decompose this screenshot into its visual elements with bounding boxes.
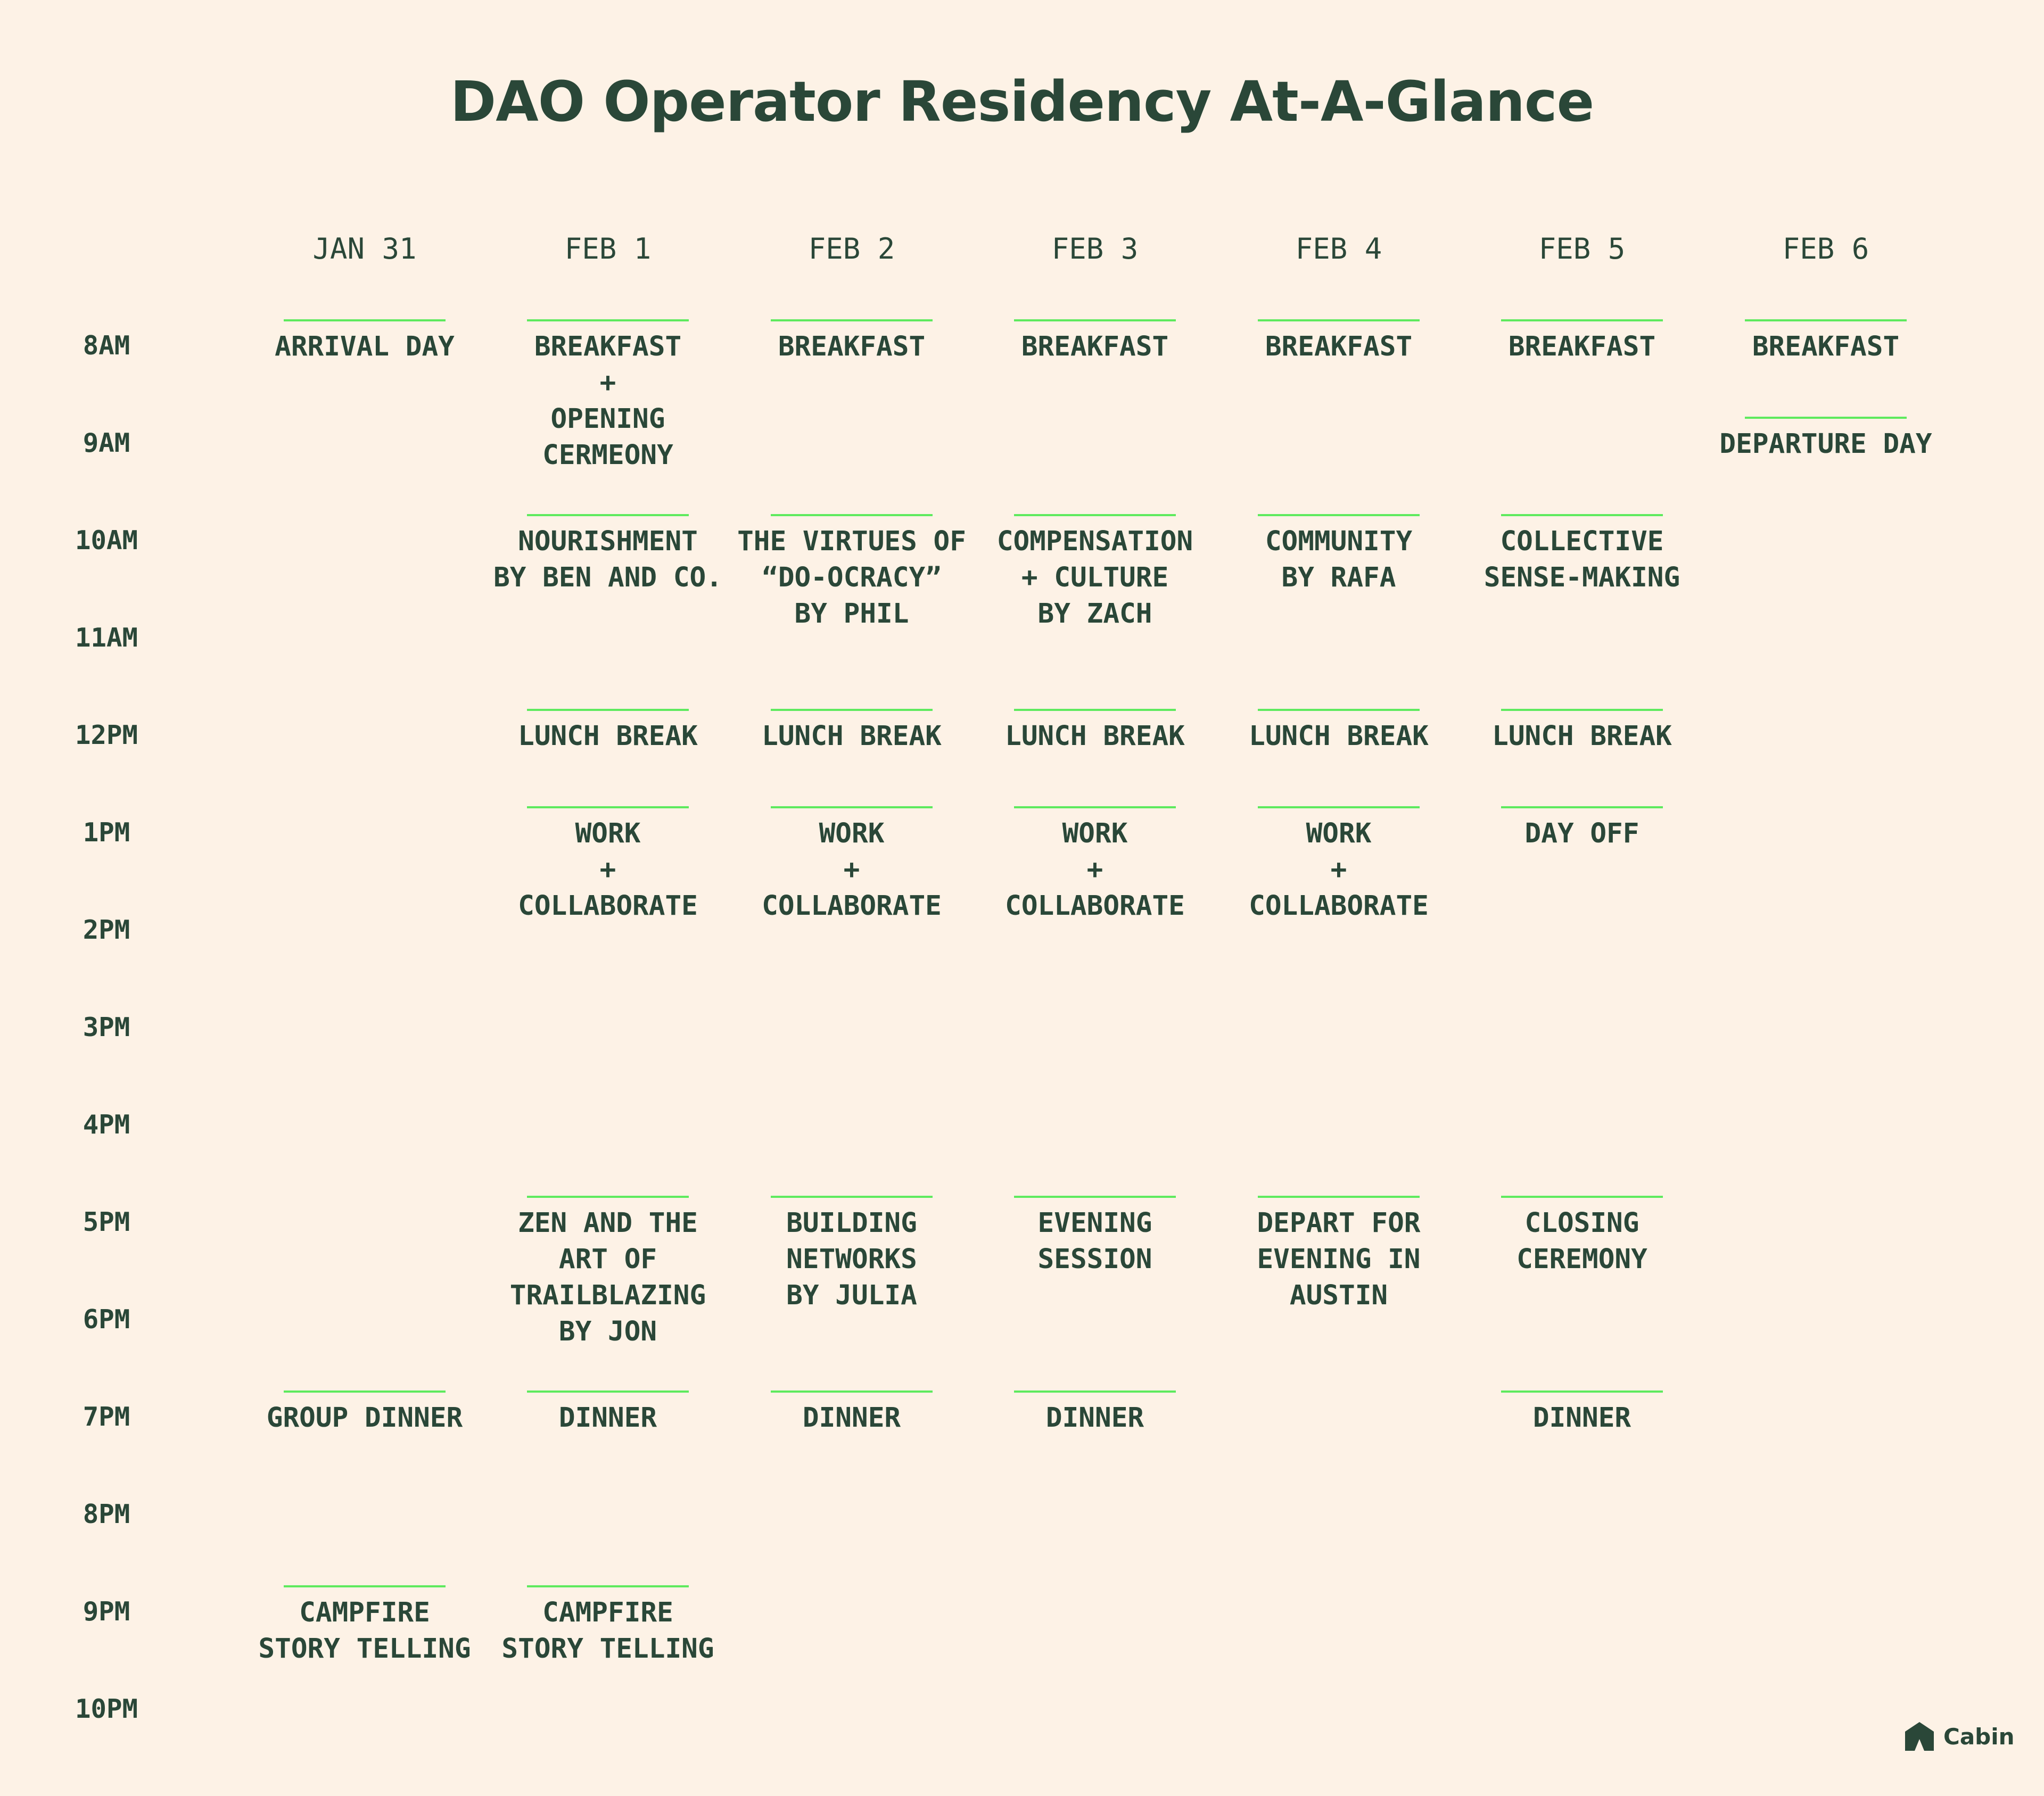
time-label: 9PM [83,1596,130,1627]
event-label: BREAKFAST [1021,331,1169,362]
time-label: 5PM [83,1207,130,1237]
event-label: DEPARTURE DAY [1719,428,1932,460]
schedule-event [1465,1200,1699,1278]
schedule-event [1465,713,1699,755]
schedule-event [491,1395,725,1436]
day-header: FEB 1 [564,232,652,266]
event-divider [284,1391,446,1393]
event-label: COLLECTIVE SENSE-MAKING [1483,526,1680,593]
schedule-event [491,810,725,924]
time-label: 8PM [83,1499,130,1529]
event-divider [1014,1196,1176,1198]
event-label: CAMPFIRE STORY TELLING [258,1597,471,1665]
schedule-event [248,324,482,365]
time-label: 12PM [75,720,138,750]
event-divider [771,319,933,321]
event-label: BREAKFAST [1752,331,1900,362]
time-label: 3PM [83,1012,130,1042]
schedule-event [735,1395,969,1436]
event-label: DINNER [558,1402,657,1434]
event-label: COMMUNITY BY RAFA [1265,526,1413,593]
schedule-event [735,713,969,755]
schedule-event [1222,518,1456,596]
event-label: DINNER [1532,1402,1631,1434]
time-label: 6PM [83,1304,130,1335]
event-divider [1014,319,1176,321]
event-label: CAMPFIRE STORY TELLING [501,1597,714,1665]
time-label: 10AM [75,525,138,556]
event-divider [527,1585,689,1587]
event-divider [527,806,689,808]
event-label: BREAKFAST + OPENING CERMEONY [534,331,682,471]
event-divider [1501,709,1663,711]
schedule-event [978,518,1212,632]
event-divider [1014,1391,1176,1393]
schedule-event [1465,1395,1699,1436]
event-divider [527,709,689,711]
event-divider [284,319,446,321]
event-divider [527,1391,689,1393]
schedule-event [1222,324,1456,365]
schedule-event [248,1395,482,1436]
event-divider [1014,709,1176,711]
day-header: FEB 2 [808,232,895,266]
schedule-event [491,1590,725,1667]
day-header: FEB 5 [1538,232,1626,266]
time-label: 2PM [83,915,130,945]
time-label: 7PM [83,1402,130,1432]
day-header: JAN 31 [312,232,417,266]
time-label: 11AM [75,623,138,653]
event-divider [771,1196,933,1198]
event-divider [1258,319,1420,321]
schedule-event [735,1200,969,1314]
event-label: GROUP DINNER [266,1402,463,1434]
event-label: LUNCH BREAK [518,721,698,752]
schedule-event [1465,810,1699,852]
event-label: CLOSING CEREMONY [1516,1207,1647,1275]
schedule-event [491,713,725,755]
event-divider [771,1391,933,1393]
event-divider [1501,319,1663,321]
event-divider [1258,1196,1420,1198]
schedule-event [1709,324,1943,365]
schedule-event [735,518,969,632]
event-label: EVENING SESSION [1037,1207,1152,1275]
event-divider [1501,514,1663,516]
event-divider [1745,417,1907,419]
schedule-event [491,1200,725,1350]
event-divider [771,806,933,808]
event-divider [1258,806,1420,808]
event-label: WORK + COLLABORATE [518,818,698,922]
schedule-event [978,324,1212,365]
event-divider [284,1585,446,1587]
event-divider [1014,806,1176,808]
schedule-event [978,1200,1212,1278]
time-label: 8AM [83,330,130,361]
cabin-logo-icon [1903,1720,1936,1753]
event-label: LUNCH BREAK [1249,721,1429,752]
day-header: FEB 6 [1782,232,1869,266]
event-divider [1501,806,1663,808]
event-divider [1501,1391,1663,1393]
event-label: ZEN AND THE ART OF TRAILBLAZING BY JON [509,1207,706,1347]
event-label: WORK + COLLABORATE [1005,818,1185,922]
schedule-event [978,1395,1212,1436]
event-divider [527,1196,689,1198]
schedule-event [735,810,969,924]
schedule-event [1465,324,1699,365]
schedule-event [491,324,725,474]
event-label: COMPENSATION + CULTURE BY ZACH [996,526,1193,630]
schedule-event [1465,518,1699,596]
event-divider [527,319,689,321]
schedule-event [978,810,1212,924]
time-label: 10PM [75,1694,138,1724]
event-divider [1014,514,1176,516]
schedule-event [248,1590,482,1667]
event-divider [1258,709,1420,711]
time-label: 9AM [83,428,130,458]
event-label: BUILDING NETWORKS BY JULIA [786,1207,917,1311]
event-label: NOURISHMENT BY BEN AND CO. [493,526,722,593]
day-header: FEB 3 [1051,232,1139,266]
event-divider [1745,319,1907,321]
event-label: LUNCH BREAK [1005,721,1185,752]
schedule-event [1222,1200,1456,1314]
event-divider [771,709,933,711]
event-label: DEPART FOR EVENING IN AUSTIN [1257,1207,1421,1311]
schedule-event [1222,713,1456,755]
event-label: WORK + COLLABORATE [762,818,942,922]
time-label: 4PM [83,1110,130,1140]
event-label: DAY OFF [1524,818,1639,849]
cabin-logo[interactable] [1903,1718,2015,1755]
event-label: THE VIRTUES OF “DO-OCRACY” BY PHIL [737,526,966,630]
event-label: BREAKFAST [1508,331,1656,362]
event-divider [771,514,933,516]
schedule-event [735,324,969,365]
event-label: LUNCH BREAK [762,721,942,752]
event-divider [1501,1196,1663,1198]
schedule-event [1709,421,1943,462]
event-label: BREAKFAST [1265,331,1413,362]
schedule-event [1222,810,1456,924]
page-title: DAO Operator Residency At-A-Glance [450,69,1594,134]
event-label: ARRIVAL DAY [275,331,455,362]
event-label: LUNCH BREAK [1492,721,1672,752]
event-label: DINNER [1045,1402,1144,1434]
event-label: DINNER [802,1402,901,1434]
day-header: FEB 4 [1295,232,1382,266]
event-divider [527,514,689,516]
logo-text: Cabin [1943,1723,2015,1750]
event-divider [1258,514,1420,516]
schedule-event [491,518,725,596]
event-label: WORK + COLLABORATE [1249,818,1429,922]
schedule-event [978,713,1212,755]
time-label: 1PM [83,817,130,848]
event-label: BREAKFAST [778,331,926,362]
